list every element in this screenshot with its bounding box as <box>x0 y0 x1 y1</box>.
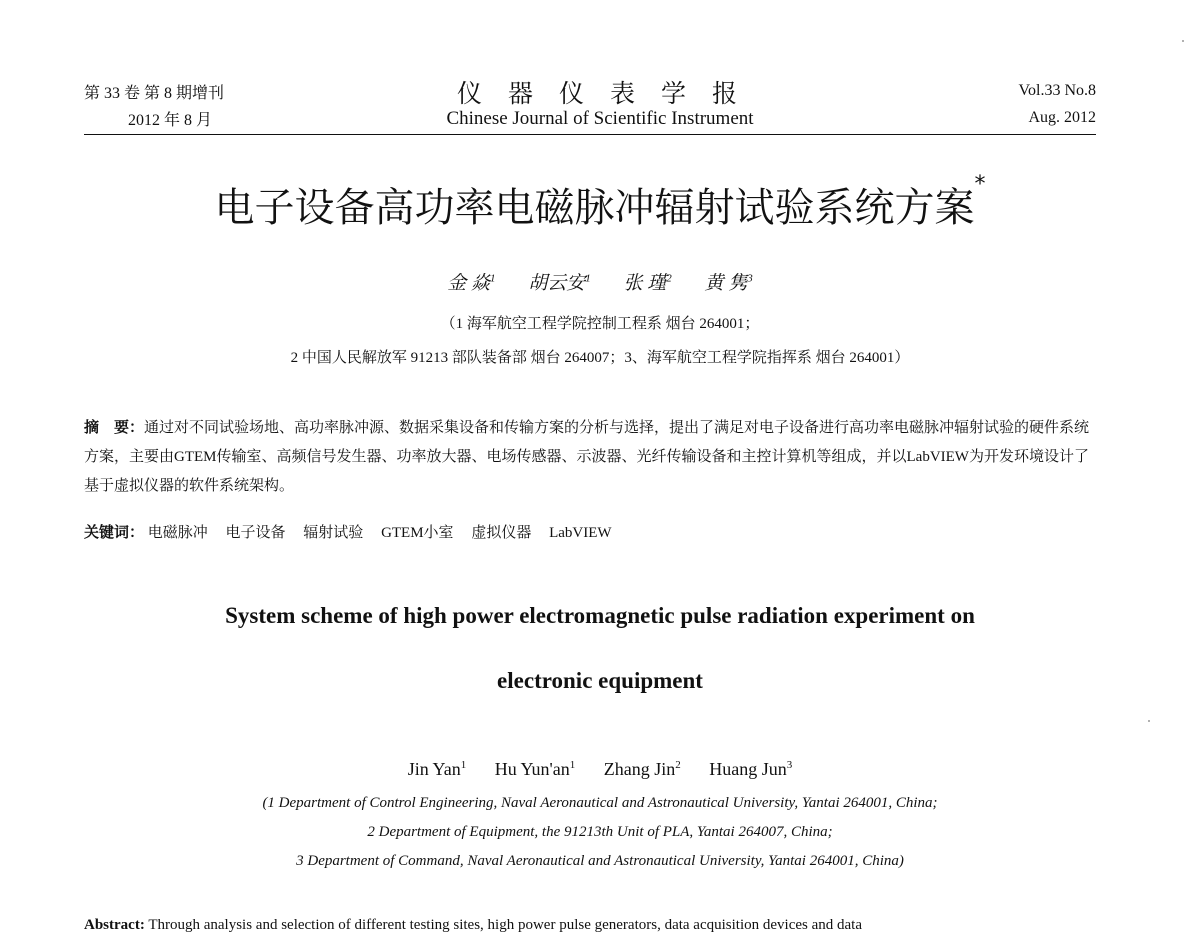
keyword: 电磁脉冲 <box>147 525 208 541</box>
author-cn: 金 焱$^1$ <box>447 272 496 294</box>
keywords-cn-label: 关键词： <box>84 523 145 541</box>
author-en: Zhang Jin$^2$ <box>603 759 681 779</box>
date-en: Aug. 2012 <box>1028 109 1096 126</box>
authors-cn <box>0 268 1200 295</box>
abstract-en-text: Through analysis and selection of different testing sites, high power pulse generators, data acquisition devices and data <box>148 917 862 933</box>
author-en: Huang Jun$^3$ <box>709 759 793 779</box>
date-cn: 2012 年 8 月 <box>128 112 213 129</box>
keyword: LabVIEW <box>549 525 612 541</box>
affiliation-cn-line-1: （1 海军航空工程学院控制工程系 烟台 264001； <box>440 316 760 332</box>
author-cn: 张 瑾$^2$ <box>623 272 672 294</box>
affiliation-cn-line-2: 2 中国人民解放军 91213 部队装备部 烟台 264007；3、海军航空工程学院指挥系 烟台 264001） <box>290 350 910 366</box>
abstract-cn <box>84 413 1096 501</box>
title-footnote-mark: * <box>974 172 986 197</box>
journal-title-cn: 仪器仪表学报 <box>456 81 763 108</box>
paper-title-cn <box>0 172 1200 233</box>
paper-title-en-line-1: System scheme of high power electromagnetic pulse radiation experiment on <box>225 603 975 628</box>
author-cn: 胡云安$^1$ <box>528 272 591 294</box>
scan-speck <box>1182 40 1184 42</box>
authors-en <box>0 759 1200 780</box>
paper-title-en-line-2: electronic equipment <box>497 668 703 693</box>
abstract-cn-label: 摘 要： <box>84 418 145 436</box>
abstract-en <box>84 911 1096 939</box>
keyword: GTEM小室 <box>381 525 454 541</box>
keywords-cn <box>84 521 1096 542</box>
abstract-en-label: Abstract: <box>84 917 145 933</box>
author-en: Hu $Yun'an^1$ <box>494 759 576 779</box>
volume-cn: 第 33 卷 第 8 期增刊 <box>84 85 225 102</box>
affiliation-en-line-1: (1 Department of Control Engineering, Naval Aeronautical and Astronautical University, Yantai 264001, China; <box>262 795 938 811</box>
paper-title-cn-text: 电子设备高功率电磁脉冲辐射试验系统方案 <box>214 185 975 231</box>
volume-en: Vol.33 No.8 <box>1018 82 1096 99</box>
abstract-cn-text: 通过对不同试验场地、高功率脉冲源、数据采集设备和传输方案的分析与选择，提出了满足对电子设备进行高功率电磁脉冲辐射试验的硬件系统方案，主要由GTEM传输室、高频信号发生器、功率放大器、电场传感器、示波器、光纤传输设备和主控计算机等组成，并以LabVIEW为开发环境设计了基于虚拟仪器的软件系统架构。 <box>84 420 1090 494</box>
author-cn: 黄 隽$^3$ <box>704 272 753 294</box>
author-en: Jin Yan$^1$ <box>407 759 467 779</box>
keyword: 电子设备 <box>225 525 286 541</box>
scan-speck <box>1148 720 1150 722</box>
affiliation-en-line-2: 2 Department of Equipment, the 91213th Unit of PLA, Yantai 264007, China; <box>367 824 833 840</box>
keyword: 辐射试验 <box>303 525 364 541</box>
journal-title-en: Chinese Journal of Scientific Instrument <box>446 108 754 129</box>
header-rule <box>84 134 1096 135</box>
keyword: 虚拟仪器 <box>471 525 532 541</box>
affiliation-en-line-3: 3 Department of Command, Naval Aeronautical and Astronautical University, Yantai 264001, China) <box>296 853 904 869</box>
